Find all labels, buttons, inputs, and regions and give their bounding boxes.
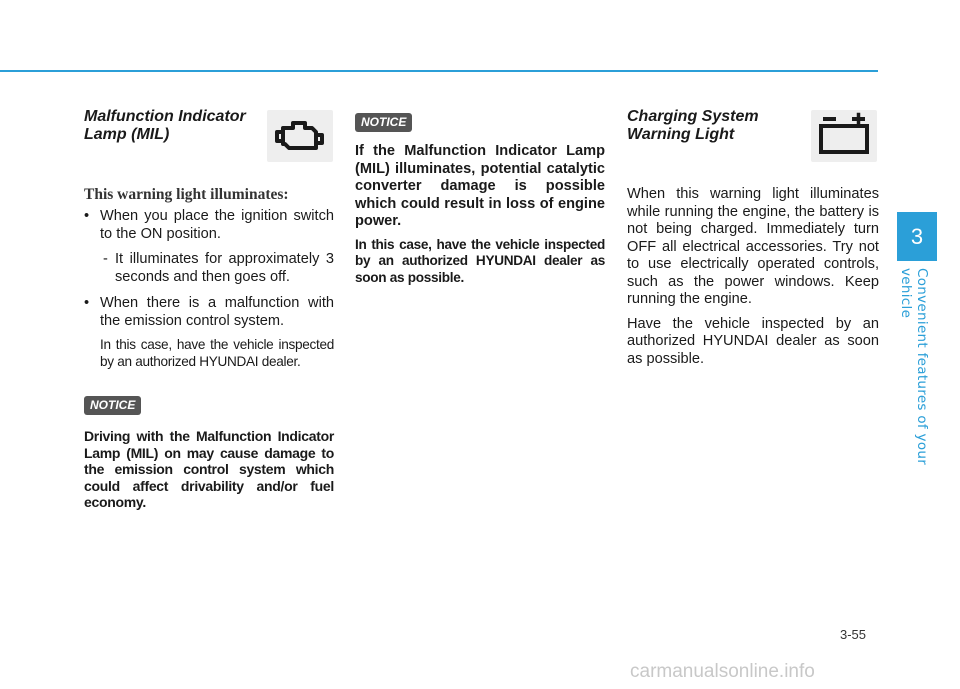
- body-paragraph: Have the vehicle inspected by an authorized HYUNDAI dealer as soon as possible.: [627, 315, 879, 367]
- bullet-item: • When there is a malfunction with the emission control system.: [84, 295, 334, 329]
- battery-icon: [811, 110, 877, 162]
- inspection-note: In this case, have the vehicle inspected by an authorized HYUNDAI dealer.: [100, 337, 334, 369]
- chapter-title: Convenient features of your vehicle: [898, 268, 930, 466]
- bullet-item: • When you place the ignition switch to the ON position.: [84, 208, 334, 242]
- watermark: carmanualsonline.info: [630, 661, 815, 682]
- top-rule: [0, 70, 878, 72]
- section-heading-charging: Charging System Warning Light: [627, 108, 759, 143]
- notice-text: In this case, have the vehicle inspected by an authorized HYUNDAI dealer as soon as possible.: [355, 236, 605, 285]
- column-notice: [355, 113, 605, 286]
- notice-text: Driving with the Malfunction Indicator Lamp (MIL) on may cause damage to the emission control system which could affect drivability and/or fuel economy.: [84, 428, 334, 510]
- notice-badge: NOTICE: [84, 396, 141, 415]
- body-paragraph: When this warning light illuminates while running the engine, the battery is not being charged. Immediately turn OFF all electrical accessories. Try not to use electrically operated controls, such as the power windows. Keep running the engine.: [627, 186, 879, 307]
- page-number: 3-55: [840, 627, 867, 642]
- column-mil: [84, 108, 334, 511]
- section-heading-mil: Malfunction Indicator Lamp (MIL): [84, 108, 246, 143]
- notice-text: If the Malfunction Indicator Lamp (MIL) illuminates, potential catalytic converter damage is possible which could result in loss of engine power.: [355, 143, 605, 229]
- column-charging: [627, 108, 879, 368]
- notice-badge: NOTICE: [355, 113, 412, 132]
- check-engine-icon: [267, 110, 333, 162]
- sub-item: - It illuminates for approximately 3 seconds and then goes off.: [103, 251, 334, 285]
- chapter-number-tab: 3: [897, 212, 937, 261]
- subheading: This warning light illuminates:: [84, 186, 289, 203]
